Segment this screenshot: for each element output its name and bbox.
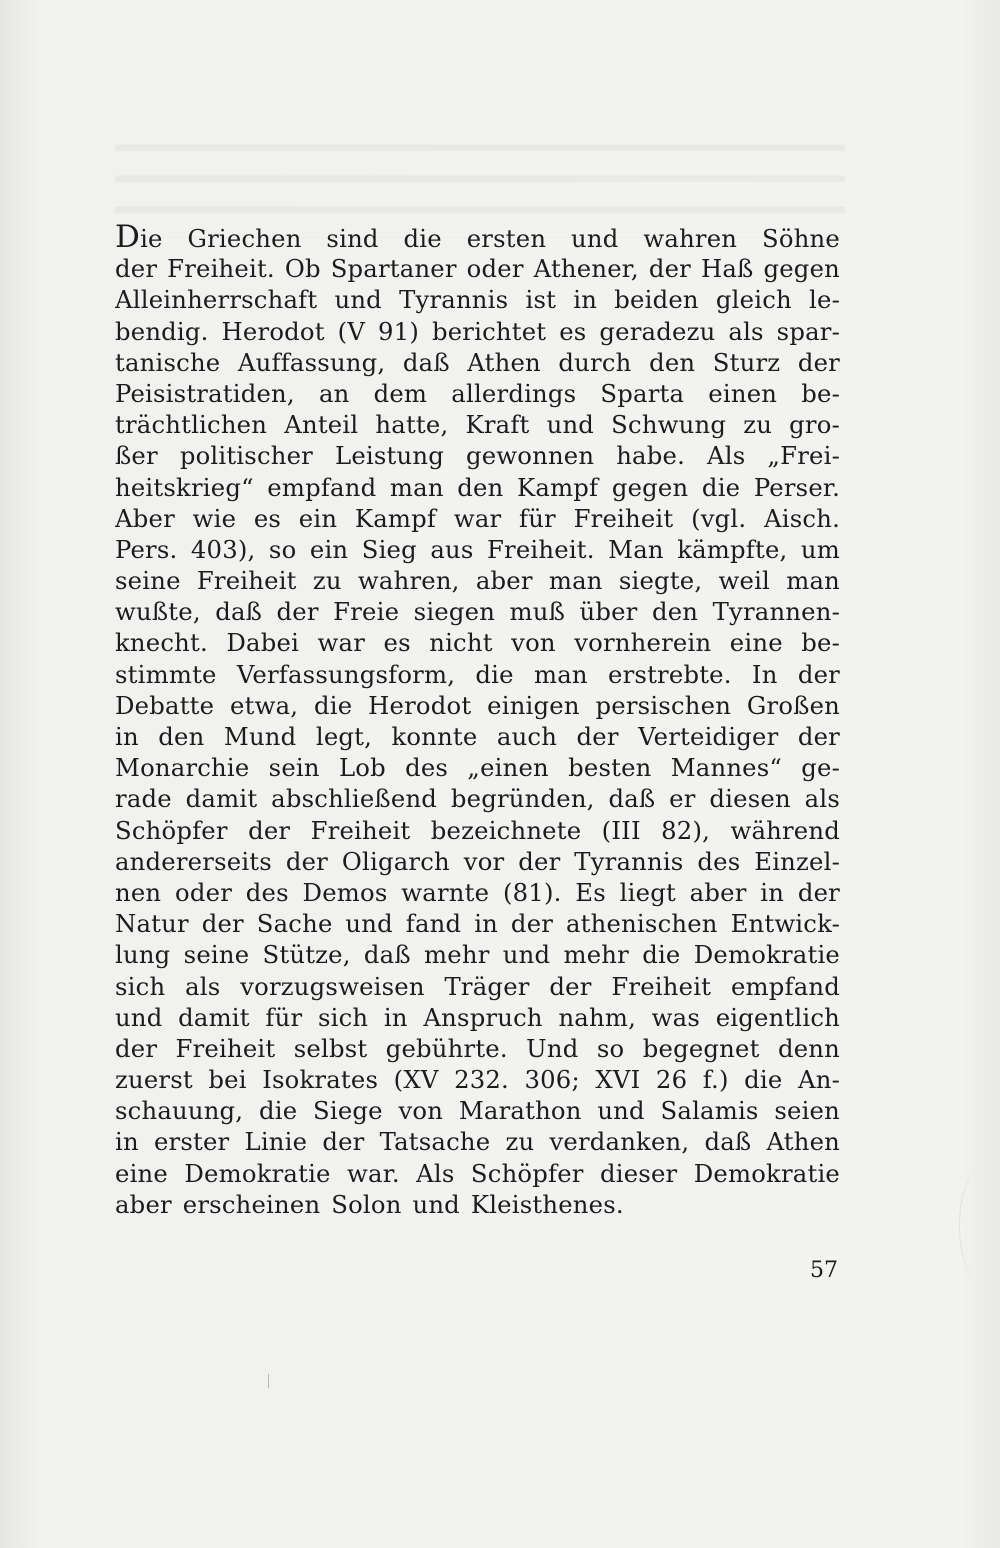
text-line: zuerst bei Isokrates (XV 232. 306; XVI 26 f.) die An- [115,1065,840,1095]
text-line: wußte, daß der Freie siegen muß über den Tyrannen- [115,597,840,627]
text-line: trächtlichen Anteil hatte, Kraft und Schwung zu gro- [115,410,840,440]
text-line: knecht. Dabei war es nicht von vornherein eine be- [115,628,840,658]
text-line: nen oder des Demos warnte (81). Es liegt aber in der [115,877,840,907]
text-line: rade damit abschließend begründen, daß er diesen als [115,784,840,814]
text-line: Natur der Sache und fand in der athenischen Entwick- [115,909,840,939]
text-line: ßer politischer Leistung gewonnen habe. Als „Frei- [115,441,840,471]
text-line: Debatte etwa, die Herodot einigen persischen Großen [115,690,840,720]
text-line: seine Freiheit zu wahren, aber man siegte, weil man [115,566,840,596]
text-line: in den Mund legt, konnte auch der Verteidiger der [115,722,840,751]
text-line: stimmte Verfassungsform, die man erstrebte. In der [115,659,840,689]
text-line: und damit für sich in Anspruch nahm, was eigentlich [115,1002,840,1032]
text-line: Alleinherrschaft und Tyrannis ist in beiden gleich le- [115,285,840,315]
text-line: heitskrieg“ empfand man den Kampf gegen die Perser. [115,472,840,502]
text-line: sich als vorzugsweisen Träger der Freiheit empfand [115,971,840,1001]
text-line: bendig. Herodot (V 91) berichtet es geradezu als spar- [115,316,840,346]
paper-speck [268,1374,269,1388]
text-line: aber erscheinen Solon und Kleisthenes. [115,1189,624,1219]
text-line: Pers. 403), so ein Sieg aus Freiheit. Man kämpfte, um [115,534,840,564]
text-line: lung seine Stütze, daß mehr und mehr die Demokratie [115,940,840,970]
text-line: der Freiheit. Ob Spartaner oder Athener, der Haß gegen [115,254,840,284]
text-line: eine Demokratie war. Als Schöpfer dieser Demokratie [115,1158,840,1188]
text-line: in erster Linie der Tatsache zu verdanken, daß Athen [115,1127,840,1157]
text-line [115,222,840,253]
first-line-rest: ie Griechen sind die ersten und wahren Söhne [140,224,840,253]
text-line: andererseits der Oligarch vor der Tyrannis des Einzel- [115,846,840,876]
text-line: schauung, die Siege von Marathon und Salamis seien [115,1096,840,1126]
text-line: tanische Auffassung, daß Athen durch den Sturz der [115,347,840,377]
initial-letter: D [115,222,141,254]
text-line: Schöpfer der Freiheit bezeichnete (III 82), während [115,815,840,845]
text-line: Peisistratiden, an dem allerdings Sparta einen be- [115,378,840,408]
page-number: 57 [810,1258,838,1283]
text-line: Monarchie sein Lob des „einen besten Mannes“ ge- [115,753,840,783]
text-line: Aber wie es ein Kampf war für Freiheit (vgl. Aisch. [115,503,840,533]
page-edge-shadow [959,1170,1000,1280]
body-text [115,222,840,1220]
text-line: der Freiheit selbst gebührte. Und so begegnet denn [115,1033,840,1063]
